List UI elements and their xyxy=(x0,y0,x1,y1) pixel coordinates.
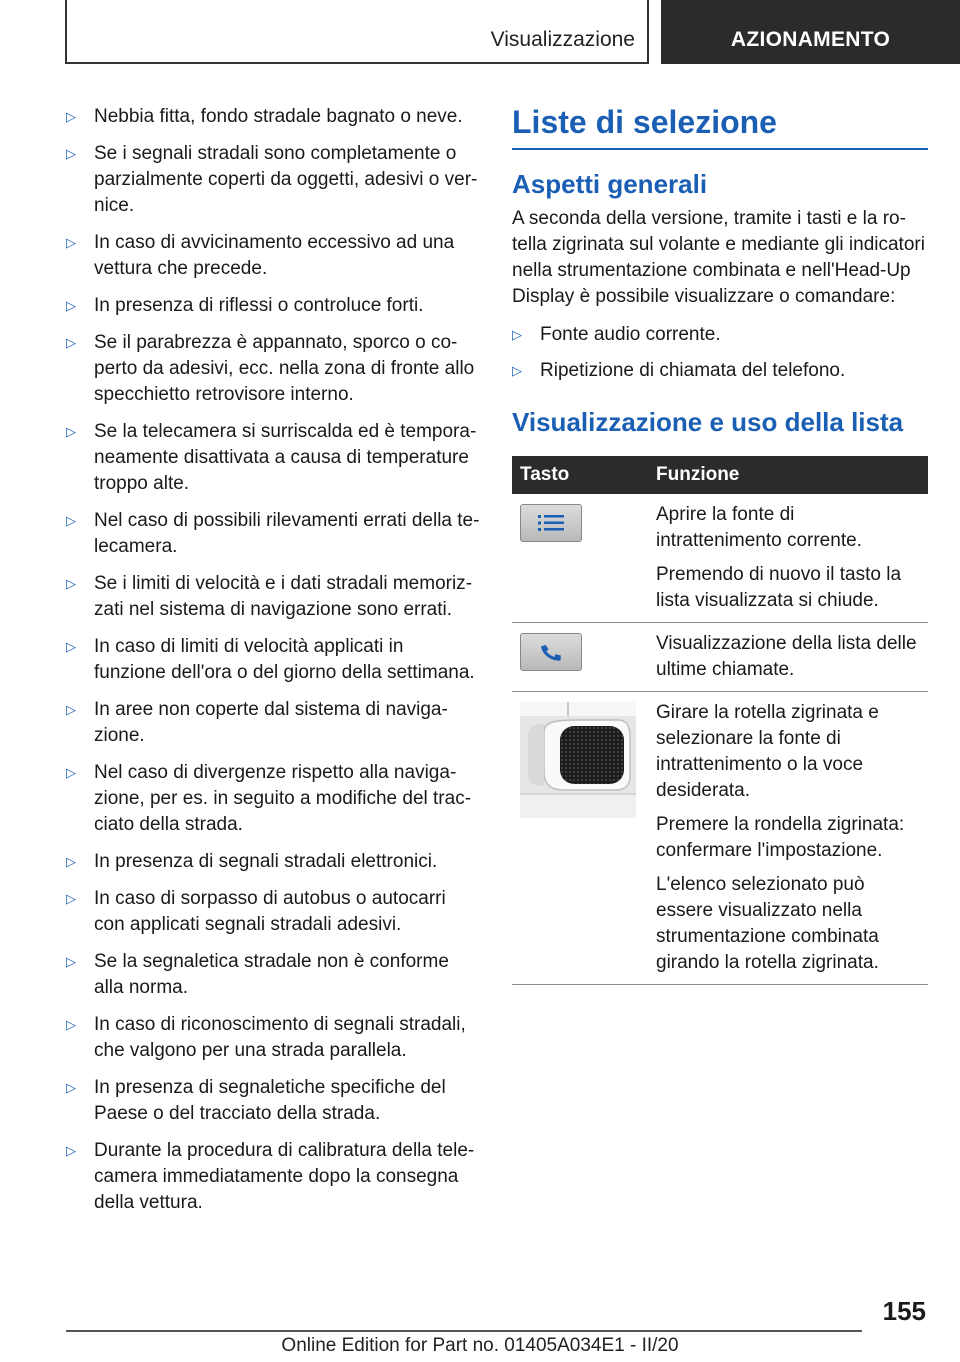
table-cell-function xyxy=(648,494,928,623)
function-text: Girare la rotella zigrinata e selezionare la fonte di intrattenimento o la voce desiderata. xyxy=(656,702,879,801)
bullet-triangle-icon: ▷ xyxy=(66,235,76,250)
list-item-text: In presenza di segnaletiche specifiche del Paese o del tracciato della strada. xyxy=(94,1077,446,1124)
bullet-triangle-icon: ▷ xyxy=(66,298,76,313)
list-item xyxy=(66,849,480,875)
list-item xyxy=(66,697,480,749)
footer-edition: Online Edition for Part no. 01405A034E1 - II/20 xyxy=(281,1335,679,1356)
list-item-text: Se la telecamera si surriscalda ed è temporaneamente disattivata a causa di temperature troppo alte. xyxy=(94,421,477,494)
list-item xyxy=(66,419,480,497)
table-header-row xyxy=(512,456,928,494)
list-item xyxy=(66,1138,480,1216)
bullet-triangle-icon: ▷ xyxy=(66,765,76,780)
table-cell-key xyxy=(512,692,648,985)
list-item-text: Nel caso di possibili rilevamenti errati della telecamera. xyxy=(94,510,480,557)
header-section: Visualizzazione xyxy=(490,28,635,51)
general-heading: Aspetti generali xyxy=(512,169,708,199)
bullet-triangle-icon: ▷ xyxy=(66,335,76,350)
header-frame xyxy=(65,0,649,64)
table-row xyxy=(512,494,928,623)
list-item xyxy=(66,886,480,938)
list-item xyxy=(66,508,480,560)
bullet-triangle-icon: ▷ xyxy=(66,576,76,591)
list-item-text: In caso di avvicinamento eccessivo ad una vettura che precede. xyxy=(94,232,455,279)
function-text: Visualizzazione della lista delle ultime chiamate. xyxy=(656,633,917,680)
list-item-text: Fonte audio corrente. xyxy=(540,324,721,345)
table-cell-key xyxy=(512,494,648,623)
header-chapter-label: AZIONAMENTO xyxy=(730,28,891,51)
bullet-triangle-icon: ▷ xyxy=(66,854,76,869)
bullet-triangle-icon: ▷ xyxy=(66,891,76,906)
bullet-triangle-icon: ▷ xyxy=(66,954,76,969)
bullet-triangle-icon: ▷ xyxy=(66,109,76,124)
list-item-text: In caso di limiti di velocità applicati in funzione dell'ora o del giorno della settimana. xyxy=(94,636,475,683)
phone-icon xyxy=(520,633,582,671)
list-item-text: Nel caso di divergenze rispetto alla navigazione, per es. in seguito a modifiche del tracciato della strada. xyxy=(94,762,472,835)
bullet-triangle-icon: ▷ xyxy=(66,424,76,439)
list-item-text: Se la segnaletica stradale non è conforme alla norma. xyxy=(94,951,449,998)
list-item xyxy=(66,1075,480,1127)
table-cell-key xyxy=(512,623,648,692)
table-row xyxy=(512,692,928,985)
function-text: Premendo di nuovo il tasto la lista visualizzata si chiude. xyxy=(656,564,902,611)
bullet-triangle-icon: ▷ xyxy=(66,639,76,654)
list-item-text: Ripetizione di chiamata del telefono. xyxy=(540,360,846,381)
list-item xyxy=(66,330,480,408)
function-text: Aprire la fonte di intrattenimento corrente. xyxy=(656,504,862,551)
page-number: 155 xyxy=(882,1296,926,1326)
function-table xyxy=(512,456,928,985)
list-item-text: In caso di sorpasso di autobus o autocarri con applicati segnali stradali adesivi. xyxy=(94,888,446,935)
table-row xyxy=(512,623,928,692)
list-item xyxy=(66,571,480,623)
table-cell-function xyxy=(648,692,928,985)
header-chapter xyxy=(661,0,960,64)
bullet-triangle-icon: ▷ xyxy=(66,1080,76,1095)
list-item-text: In presenza di segnali stradali elettronici. xyxy=(94,851,438,872)
list-item-text: Se i segnali stradali sono completamente o parzialmente coperti da oggetti, adesivi o vernice. xyxy=(94,143,478,216)
list-item xyxy=(66,141,480,219)
table-header-function: Funzione xyxy=(648,456,928,494)
list-item-text: In presenza di riflessi o controluce forti. xyxy=(94,295,424,316)
function-text: L'elenco selezionato può essere visualizzato nella strumentazione combinata girando la rotella zigrinata. xyxy=(656,874,879,973)
table-cell-function xyxy=(648,623,928,692)
table-header-key: Tasto xyxy=(512,456,648,494)
left-bullet-list xyxy=(66,104,480,1227)
list-item xyxy=(66,230,480,282)
bullet-triangle-icon: ▷ xyxy=(512,327,522,342)
general-text: A seconda della versione, tramite i tasti e la rotella zigrinata sul volante e mediante gli indicatori nella strumentazione combinata e nell'Head-Up Display è possibile visualizzare o comandare: xyxy=(512,208,925,307)
page-title: Liste di selezione xyxy=(512,102,928,150)
list-item xyxy=(66,293,480,319)
footer-divider xyxy=(66,1330,862,1332)
list-icon xyxy=(520,504,582,542)
list-heading: Visualizzazione e uso della lista xyxy=(512,407,904,437)
list-item-text: In caso di riconoscimento di segnali stradali, che valgono per una strada parallela. xyxy=(94,1014,466,1061)
list-item-text: Se il parabrezza è appannato, sporco o coperto da adesivi, ecc. nella zona di fronte allo specchietto retrovisore interno. xyxy=(94,332,475,405)
list-item-text: Nebbia fitta, fondo stradale bagnato o neve. xyxy=(94,106,463,127)
bullet-triangle-icon: ▷ xyxy=(66,513,76,528)
list-item xyxy=(512,358,928,384)
thumbwheel-icon xyxy=(520,702,636,818)
bullet-triangle-icon: ▷ xyxy=(66,702,76,717)
list-item xyxy=(66,760,480,838)
list-item xyxy=(66,949,480,1001)
bullet-triangle-icon: ▷ xyxy=(66,1017,76,1032)
list-item-text: Durante la procedura di calibratura della telecamera immediatamente dopo la consegna della vettura. xyxy=(94,1140,475,1213)
general-bullet-list xyxy=(512,322,928,384)
function-text: Premere la rondella zigrinata: confermare l'impostazione. xyxy=(656,814,905,861)
bullet-triangle-icon: ▷ xyxy=(66,1143,76,1158)
list-item xyxy=(66,634,480,686)
list-item xyxy=(66,1012,480,1064)
list-item-text: In aree non coperte dal sistema di navigazione. xyxy=(94,699,448,746)
list-item-text: Se i limiti di velocità e i dati stradali memorizzati nel sistema di navigazione sono errati. xyxy=(94,573,473,620)
list-item xyxy=(66,104,480,130)
bullet-triangle-icon: ▷ xyxy=(66,146,76,161)
bullet-triangle-icon: ▷ xyxy=(512,363,522,378)
right-column xyxy=(512,102,928,985)
list-item xyxy=(512,322,928,348)
